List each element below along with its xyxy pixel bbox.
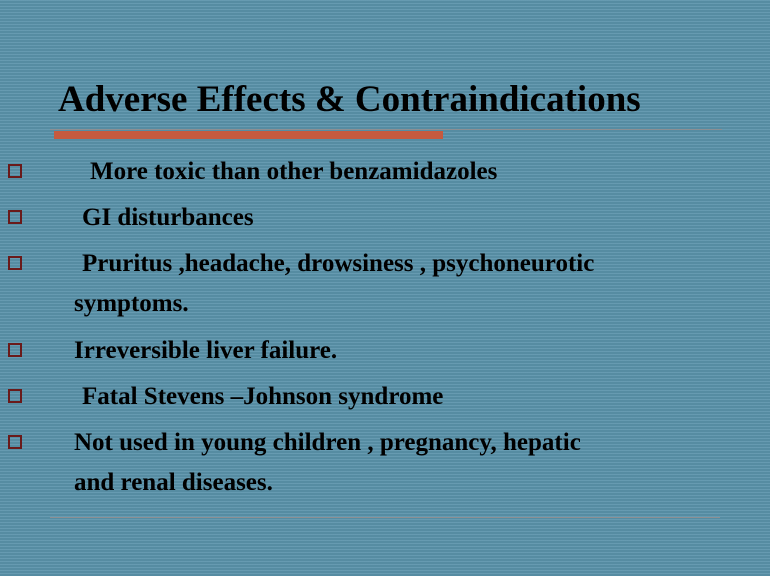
- bullet-text: Fatal Stevens –Johnson syndrome: [82, 383, 444, 410]
- bullet-text: GI disturbances: [82, 204, 254, 231]
- title-divider-line: [50, 129, 722, 130]
- title-accent-bar: [54, 131, 443, 139]
- square-bullet-icon: [8, 210, 22, 224]
- bullet-text: Irreversible liver failure.: [74, 337, 338, 364]
- square-bullet-icon: [8, 435, 22, 449]
- slide-title: Adverse Effects & Contraindications: [58, 79, 641, 120]
- bullet-item: [8, 377, 758, 416]
- bullet-item: [8, 423, 758, 503]
- bullet-text: More toxic than other benzamidazoles: [90, 158, 498, 185]
- bullet-item: [8, 244, 758, 324]
- square-bullet-icon: [8, 343, 22, 357]
- bullet-text-line-1: Pruritus ,headache, drowsiness , psychoneurotic: [82, 250, 595, 277]
- bullet-item: [8, 331, 758, 370]
- bullet-list: [8, 152, 758, 510]
- square-bullet-icon: [8, 389, 22, 403]
- square-bullet-icon: [8, 256, 22, 270]
- square-bullet-icon: [8, 164, 22, 178]
- bullet-item: [8, 198, 758, 237]
- bullet-item: [8, 152, 758, 191]
- footer-divider-line: [50, 517, 720, 518]
- bullet-text-line-1: Not used in young children , pregnancy, hepatic: [74, 429, 581, 456]
- bullet-text-line-2: symptoms.: [74, 290, 189, 317]
- bullet-text-line-2: and renal diseases.: [74, 469, 273, 496]
